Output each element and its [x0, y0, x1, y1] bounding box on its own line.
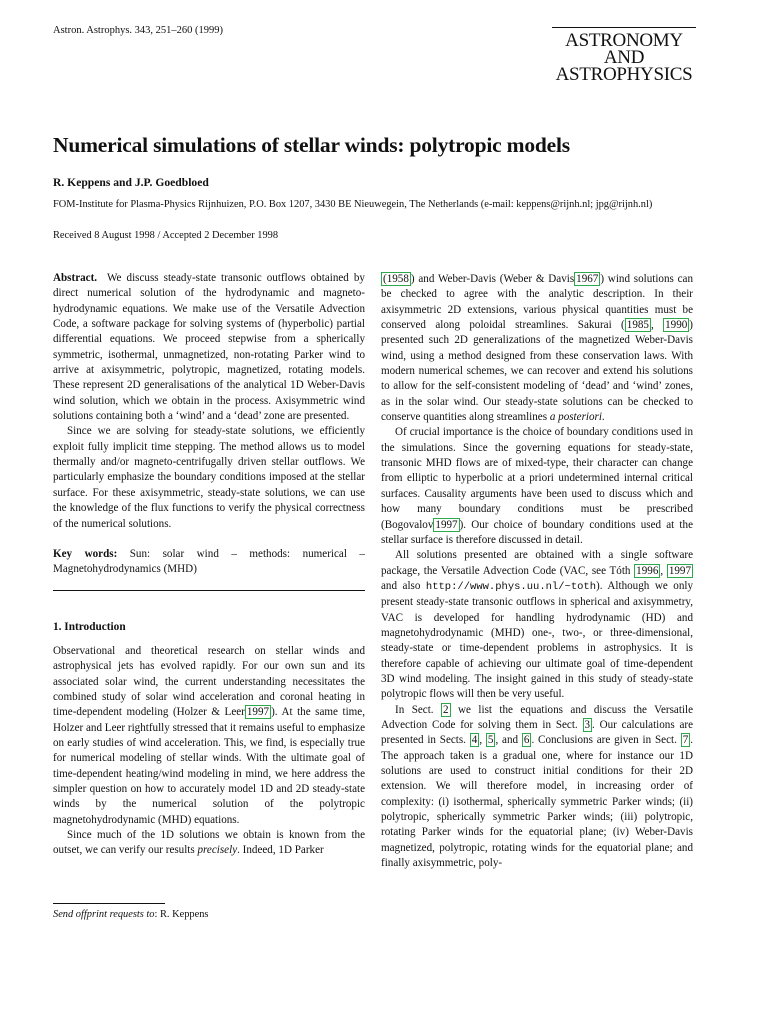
url-link[interactable]: http://www.phys.uu.nl/~toth [425, 580, 597, 593]
keywords-text: Sun: solar wind – methods: numerical – Magnetohydrodynamics (MHD) [53, 547, 365, 576]
body-text: Of crucial importance is the choice of boundary conditions used in the simulations. Since the governing equations for steady-state, transonic MHD flows are of mixed-type, their character can change from elliptic to hyperbolic at a priori undetermined internal critical surfaces. Causality arguments have been used to discuss which and how many boundary conditions must be prescribed (Bogovalov [381, 426, 693, 531]
footnote-text: : R. Keppens [154, 909, 209, 920]
body-text: ) wind solutions can be checked to agree with the analytic description. In their axisymmetric 2D extensions, various physical quantities must be conserved along poloidal streamlines. Sakurai ( [381, 273, 693, 332]
reference-link[interactable]: 1996 [636, 564, 659, 577]
intro-text: Observational and theoretical research on stellar winds and astrophysical jets has evolved rapidly. For our own sun and its associated solar wind, the current understanding necessitates the combined study of solar wind acceleration and coronal heating in time-dependent modeling (Holzer & Leer [53, 644, 365, 719]
right-column [381, 272, 693, 871]
right-paragraph-4 [381, 703, 693, 872]
left-column [53, 271, 365, 859]
abstract-label: Abstract. [53, 272, 98, 284]
reference-link[interactable]: 1997 [435, 518, 458, 531]
section-link[interactable]: 5 [487, 734, 494, 747]
right-paragraph-3 [381, 548, 693, 702]
keywords-label: Key words: [53, 547, 118, 560]
body-text: All solutions presented are obtained with a single software package, the Versatile Advection Code (VAC, see Tóth [381, 549, 693, 577]
author-affiliation: FOM-Institute for Plasma-Physics Rijnhuizen, P.O. Box 1207, 3430 BE Nieuwegein, The Netherlands (e-mail: keppens@rijnh.nl; jpg@rijnh.nl) [53, 199, 653, 210]
journal-logo [552, 27, 696, 83]
body-text: . [601, 411, 605, 424]
abstract-text-1: We discuss steady-state transonic outflows obtained by direct numerical solution of the hydrodynamic and magneto-hydrodynamic equations. We make use of the Versatile Advection Code, a software package for solving systems of (hyperbolic) partial differential equations. We proceed stepwise from a spherically symmetric, isothermal, unmagnetized, non-rotating Parker wind to arrive at axisymmetric, polytropic, magnetized, rotating models. These represent 2D generalisations of the analytical 1D Weber-Davis wind solution, which we obtain in the process. Axisymmetric wind solutions containing both a ‘wind’ and a ‘dead’ zone are presented. [53, 272, 365, 423]
body-text: , [660, 564, 667, 577]
right-paragraph-2 [381, 425, 693, 548]
right-paragraph-1 [381, 272, 693, 425]
intro-text: ). At the same time, Holzer and Leer rightfully stressed that it remains useful to emphasize on early studies of wind acceleration. This, we find, is especially true for numerical modeling of stellar winds. With the ultimate goal of time-dependent heating/wind modeling in mind, we here address the simpler question on how to accurately model 1D and 2D steady-state winds by the numerical solution of the polytropic magnetohydrodynamic (MHD) equations. [53, 706, 365, 826]
received-dates: Received 8 August 1998 / Accepted 2 December 1998 [53, 230, 279, 241]
footnote [53, 909, 208, 920]
footnote-rule [53, 903, 165, 904]
article-title: Numerical simulations of stellar winds: polytropic models [53, 133, 570, 157]
body-text: and also [381, 579, 426, 592]
section-link[interactable]: 2 [443, 703, 449, 716]
journal-citation: Astron. Astrophys. 343, 251–260 (1999) [53, 25, 224, 36]
abstract-divider [53, 590, 365, 591]
reference-link[interactable]: 1985 [626, 319, 649, 332]
reference-link[interactable]: 1967 [576, 273, 599, 285]
body-text: ) presented such 2D generalizations of the magnetized Weber-Davis wind, using a method designed from these conservation laws. With modern numerical schemes, we can recover and extend his solutions to allow for the self-consistent modeling of ‘dead’ and ‘wind’ zones, as in the solar wind. Our steady-state solutions can be checked to conserve quantities along streamlines [381, 319, 693, 424]
body-text: . Our calculations are presented in Sects. [381, 718, 693, 747]
section-link[interactable]: 7 [682, 734, 689, 747]
footnote-label: Send offprint requests to [53, 909, 155, 920]
body-text: . The approach taken is a gradual one, where for instance our 1D solutions are used to construct initial conditions for their 2D extension. We will therefore model, in increasing order of complexity: (i) isothermal, spherically symmetric Parker winds; (ii) polytropic, spherically symmetric Parker winds; (iii) polytropic, rotating Parker winds for the equatorial plane; (iv) Weber-Davis magnetized, polytropic, rotating winds for the equatorial plane; and finally axisymmetric, poly- [381, 734, 694, 870]
intro-paragraph-1 [53, 644, 365, 828]
body-text: , [479, 734, 486, 747]
logo-rule [552, 27, 696, 28]
reference-link[interactable]: (1958 [383, 273, 409, 285]
intro-text: Since much of the 1D solutions we obtain is known from the outset, we can verify our results [53, 829, 365, 857]
section-heading-introduction: 1. Introduction [53, 620, 126, 633]
logo-line-1: ASTRONOMY [565, 30, 683, 51]
body-text: ) and Weber-Davis (Weber & Davis [410, 273, 575, 285]
body-text: ). Although we only present steady-state transonic outflows in spherical and axisymmetry, VAC is developed for handling hydrodynamic (HD) and magnetohydrodynamic (MHD) one-, two-, or three-dimensional, steady-state or time-dependent problems in astrophysics. It is therefore capable of achieving our ultimate goal of time-dependent 3D wind modeling. The insight gained in this study of steady-state polytropic flows will then be very useful. [381, 579, 693, 701]
keywords [53, 547, 365, 578]
reference-link[interactable]: 1997 [668, 564, 692, 577]
reference-link[interactable]: 1990 [665, 319, 688, 332]
body-text: In Sect. [395, 703, 442, 716]
body-text: we list the equations and discuss the Versatile Advection Code for solving them in Sect. [381, 703, 693, 731]
body-text: . Conclusions are given in Sect. [531, 734, 681, 747]
reference-link[interactable]: 1997 [246, 706, 270, 719]
section-link[interactable]: 3 [584, 718, 591, 731]
section-link[interactable]: 6 [523, 734, 530, 747]
emphasis-text: a posteriori [549, 411, 602, 424]
logo-line-3: ASTROPHYSICS [555, 64, 693, 85]
intro-paragraph-2 [53, 828, 365, 859]
abstract-paragraph-1 [53, 271, 365, 424]
article-authors: R. Keppens and J.P. Goedbloed [53, 176, 209, 189]
intro-text: . Indeed, 1D Parker [237, 844, 324, 857]
section-link[interactable]: 4 [471, 734, 478, 747]
body-text: , and [495, 734, 522, 747]
body-text: ). Our choice of boundary conditions used at the stellar surface is therefore discussed in detail. [381, 518, 693, 546]
logo-line-2: AND [603, 47, 645, 68]
body-text: , [650, 319, 664, 332]
abstract-paragraph-2: Since we are solving for steady-state solutions, we efficiently exploit fully implicit time stepping. The method allows us to model thermally and/or magneto-centrifugally driven stellar outflows. We particularly emphasize the boundary conditions imposed at the stellar surface. For these axisymmetric, steady-state solutions, we can use the knowledge of the flux functions to verify the physical correctness of the numerical solutions. [53, 425, 365, 530]
emphasis-text: precisely [197, 844, 238, 857]
